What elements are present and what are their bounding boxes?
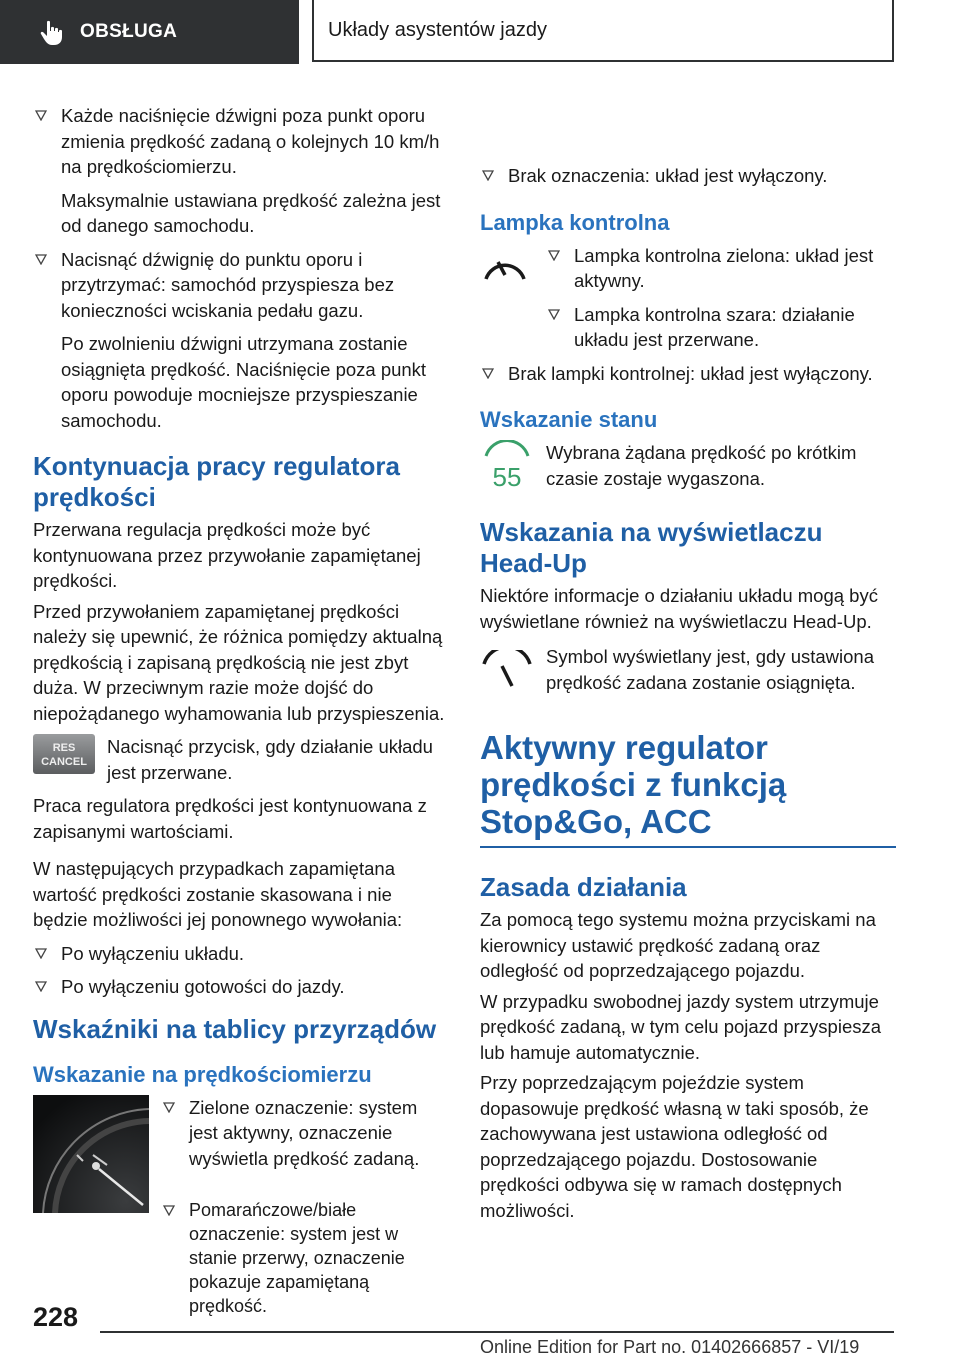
paragraph: Praca regulatora prędkości jest kontynuowana z zapisanymi wartościami. (33, 795, 427, 842)
right-column (480, 163, 896, 1228)
triangle-bullet-icon (35, 948, 47, 959)
status-text: Wybrana żądana prędkość po krótkim czasie zostaje wygaszona. (546, 442, 857, 489)
hud-text: Symbol wyświetlany jest, gdy ustawiona prędkość zadana zostanie osiągnięta. (546, 646, 875, 693)
heading-continue: Kontynuacja pracy regulatora prędkości (33, 451, 400, 512)
page-number: 228 (33, 1302, 79, 1332)
list-item: Zielone oznaczenie: system jest aktywny, oznaczenie wyświetla prędkość zadaną. (161, 1095, 449, 1172)
heading-principle: Zasada działania (480, 872, 687, 902)
heading-status: Wskazanie stanu (480, 407, 658, 432)
list-item: Lampka kontrolna zielona: układ jest aktywny. (546, 243, 896, 294)
paragraph: Przed przywołaniem zapamiętanej prędkości należy się upewnić, że różnica pomiędzy aktualną prędkością i zapisaną prędkością nie jest zbyt duża. W przeciwnym razie może dojść do niepożądanego wyhamowania lub przyspieszenia. (33, 600, 445, 724)
lamp-row (480, 243, 896, 361)
list-item: Brak oznaczenia: układ jest wyłączony. (480, 163, 896, 189)
list-note: Po zwolnieniu dźwigni utrzymana zostanie osiągnięta prędkość. Naciśnięcie poza punkt oporu powoduje mocniejsze przyspieszanie samochodu. (61, 333, 427, 431)
hud-speed-symbol-icon (480, 650, 534, 694)
svg-text:55: 55 (492, 462, 522, 490)
paragraph: Niektóre informacje o działaniu układu mogą być wyświetlane również na wyświetlaczu Head-Up. (480, 585, 878, 632)
left-column (33, 103, 449, 1218)
speedometer-bullet-2 (161, 1198, 449, 1326)
hud-row (480, 644, 896, 699)
paragraph: Za pomocą tego systemu można przyciskami na kierownicy ustawić prędkość zadaną oraz odległość od poprzedzającego pojazdu. (480, 909, 876, 981)
paragraph: Przerwana regulacja prędkości może być kontynuowana przez przywołanie zapamiętanej prędkości. (33, 519, 421, 591)
heading-hud: Wskazania na wyświetlaczu Head-Up (480, 517, 823, 578)
triangle-bullet-icon (35, 110, 47, 121)
hand-icon (38, 17, 68, 47)
chapter-box (312, 0, 894, 62)
triangle-bullet-icon (482, 170, 494, 181)
triangle-bullet-icon (163, 1102, 175, 1113)
res-cancel-row (33, 734, 449, 785)
list-note: Maksymalnie ustawiana prędkość zależna jest od danego samochodu. (61, 189, 441, 236)
footer-divider (100, 1331, 894, 1333)
heading-lamp: Lampka kontrolna (480, 209, 670, 235)
res-cancel-button-icon (33, 734, 95, 774)
list-item: Brak lampki kontrolnej: układ jest wyłączony. (480, 361, 896, 387)
paragraph: W przypadku swobodnej jazdy system utrzymuje prędkość zadaną, w tym celu pojazd przyspiesza lub hamuje automatycznie. (480, 990, 882, 1063)
section-tab (0, 0, 299, 64)
triangle-bullet-icon (163, 1205, 175, 1216)
triangle-bullet-icon (482, 368, 494, 379)
heading-indicators: Wskaźniki na tablicy przyrządów (33, 1013, 437, 1044)
paragraph: W następujących przypadkach zapamiętana wartość prędkości zostanie skasowana i nie będzie możliwości jej ponownego wywołania: (33, 858, 403, 930)
status-row (480, 440, 896, 495)
chapter-title: Układy asystentów jazdy (328, 18, 547, 41)
heading-speedometer: Wskazanie na prędkościomierzu (33, 1061, 372, 1087)
list-item: Po wyłączeniu gotowości do jazdy. (33, 974, 449, 1000)
section-title: OBSŁUGA (80, 21, 178, 42)
list-item: Po wyłączeniu układu. (33, 941, 449, 967)
triangle-bullet-icon (35, 981, 47, 992)
list-item: Lampka kontrolna szara: działanie układu jest przerwane. (546, 302, 896, 353)
svg-text:RES: RES (52, 742, 76, 754)
cruise-control-lamp-icon (480, 249, 530, 293)
heading-acc: Aktywny regulator prędkości z funkcją Stop&Go, ACC (480, 729, 896, 848)
paragraph: Przy poprzedzającym pojeździe system dopasowuje prędkość własną w taki sposób, że zachowywana jest ustawiona odległość od poprzedzającego pojazdu. Dostosowanie prędkości odbywa się w ramach dostępnych możliwości. (480, 1072, 869, 1221)
set-speed-icon (480, 440, 534, 490)
list-item: Każde naciśnięcie dźwigni poza punkt oporu zmienia prędkość zadaną o kolejnych 10 km/h na prędkościomierzu. (33, 103, 449, 180)
edition-text: Online Edition for Part no. 01402666857 - VI/19 (480, 1337, 860, 1357)
speedometer-image (33, 1095, 149, 1213)
svg-text:CANCEL: CANCEL (41, 756, 87, 768)
triangle-bullet-icon (548, 250, 560, 261)
res-cancel-text: Nacisnąć przycisk, gdy działanie układu jest przerwane. (107, 736, 433, 783)
triangle-bullet-icon (35, 254, 47, 265)
list-item: Nacisnąć dźwignię do punktu oporu i przytrzymać: samochód przyspiesza bez konieczności wciskania pedału gazu. (33, 247, 449, 324)
triangle-bullet-icon (548, 309, 560, 320)
list-item: Pomarańczowe/białe oznaczenie: system jest w stanie przerwy, oznaczenie pokazuje zapamiętaną prędkość. (161, 1198, 449, 1318)
